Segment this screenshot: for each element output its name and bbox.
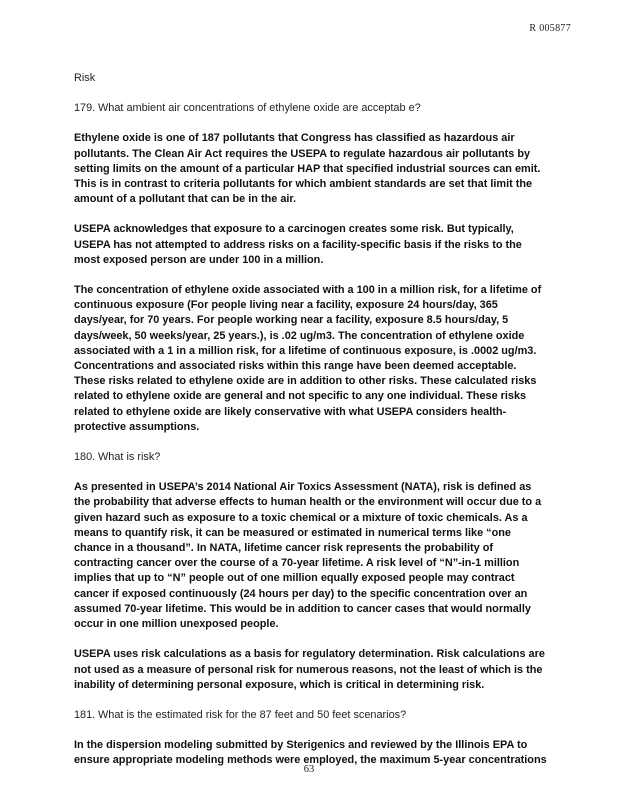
question-number: 181. [74, 708, 96, 721]
question-text: What ambient air concentrations of ethylene oxide are acceptab e? [98, 102, 421, 115]
question-text: What is risk? [98, 451, 161, 464]
answer-179-paragraph-2: USEPA acknowledges that exposure to a carcinogen creates some risk. But typically, USEPA has not attempted to address risks on a facility-specific basis if the risks to the most exposed person are under 100 in a million. [74, 223, 522, 266]
answer-181-paragraph-1: In the dispersion modeling submitted by Sterigenics and reviewed by the Illinois EPA to ensure appropriate modeling methods were employed, the maximum 5-year concentrations [74, 739, 547, 767]
question-181 [74, 708, 548, 723]
question-number: 179. [74, 102, 96, 115]
section-heading: Risk [74, 72, 96, 84]
answer-179-paragraph-3: The concentration of ethylene oxide associated with a 100 in a million risk, for a lifetime of continuous exposure (For people living near a facility, exposure 24 hours/day, 365 days/year, for 70 years. For people working near a facility, exposure 8.5 hours/day, 5 days/week, 50 weeks/year, 25 years.), is .02 ug/m3. The concentration of ethylene oxide associated with a 1 in a million risk, for a lifetime of continuous exposure, is .0002 ug/m3. Concentrations and associated risks within this range have been deemed acceptable. These risks related to ethylene oxide are in addition to other risks. These calculated risks related to ethylene oxide are general and not specific to any one individual. These risks related to ethylene oxide are likely conservative with what USEPA considers health-protective assumptions. [74, 284, 542, 433]
question-text: What is the estimated risk for the 87 feet and 50 feet scenarios? [98, 708, 407, 721]
bates-number: R 005877 [529, 23, 571, 34]
page-number: 63 [303, 764, 315, 775]
answer-180-paragraph-2: USEPA uses risk calculations as a basis for regulatory determination. Risk calculations are not used as a measure of personal risk for numerous reasons, not the least of which is the inability of determining personal exposure, which is critical in determining risk. [74, 648, 545, 691]
question-180 [74, 450, 548, 465]
question-179 [74, 101, 548, 116]
page-content [74, 71, 548, 784]
answer-180-paragraph-1: As presented in USEPA’s 2014 National Air Toxics Assessment (NATA), risk is defined as the probability that adverse effects to human health or the environment will occur due to a given hazard such as exposure to a toxic chemical or a mixture of toxic chemicals. As a means to quantify risk, it can be measured or estimated in numerical terms like “one chance in a thousand”. In NATA, lifetime cancer risk represents the probability of contracting cancer over the course of a 70-year lifetime. A risk level of “N”-in-1 million implies that up to “N” people out of one million equally exposed people may contract cancer if exposed continuously (24 hours per day) to the specific concentration over an assumed 70-year lifetime. This would be in addition to cancer cases that would normally occur in one million unexposed people. [74, 481, 542, 631]
question-number: 180. [74, 451, 96, 464]
answer-179-paragraph-1: Ethylene oxide is one of 187 pollutants that Congress has classified as hazardous air pollutants. The Clean Air Act requires the USEPA to regulate hazardous air pollutants by setting limits on the amount of a particular HAP that specified industrial sources can emit. This is in contrast to criteria pollutants for which ambient standards are set that limit the amount of a pollutant that can be in the air. [74, 132, 541, 206]
